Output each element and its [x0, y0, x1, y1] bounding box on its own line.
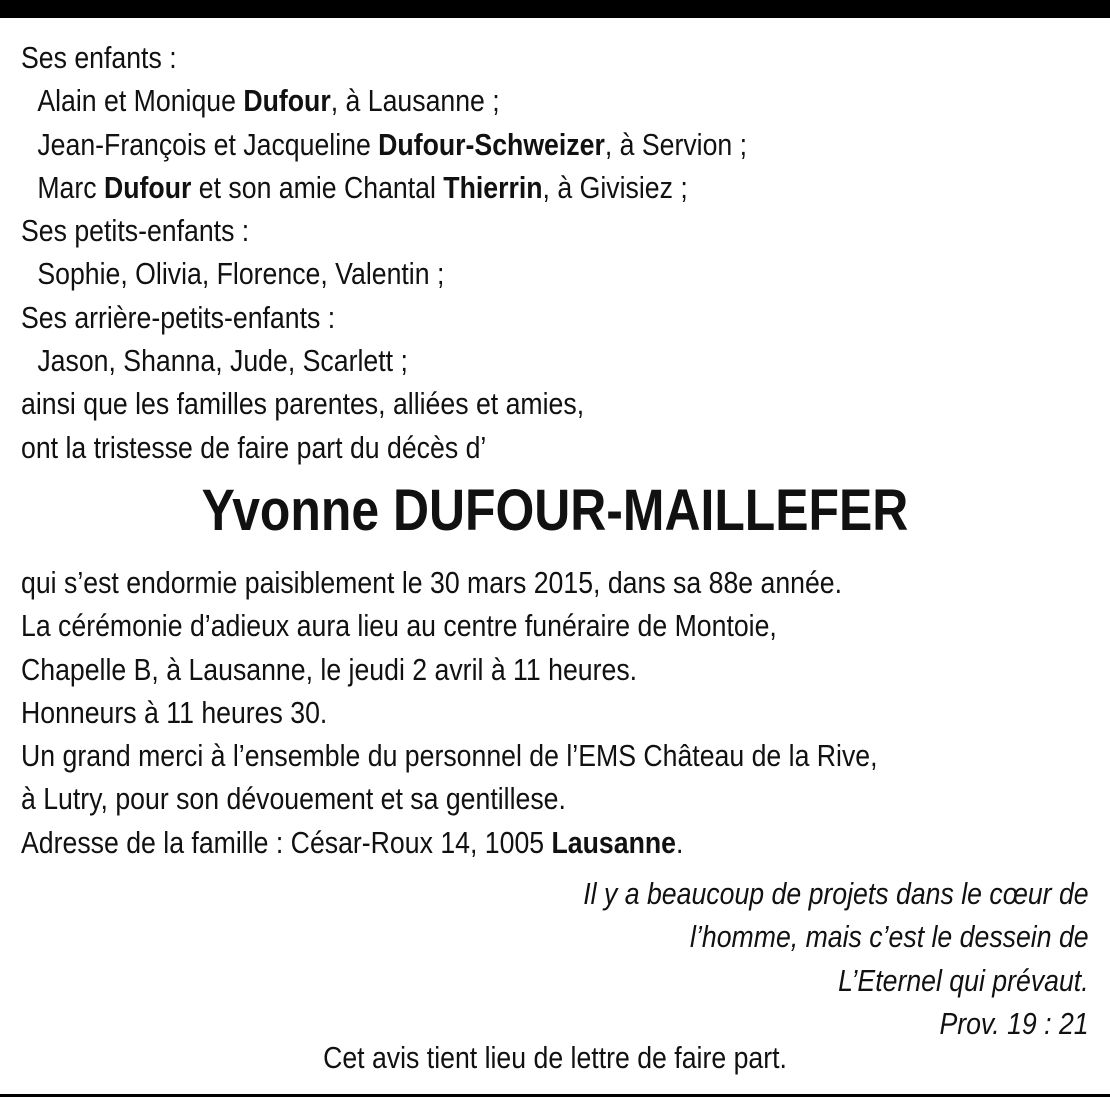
- bottom-border-rule: [0, 1094, 1110, 1097]
- top-border-bar: [0, 0, 1110, 18]
- ceremony-time-line: Chapelle B, à Lausanne, le jeudi 2 avril à 11 heures.: [21, 651, 638, 687]
- grandchildren-label: Ses petits-enfants :: [21, 213, 250, 249]
- family-address: [21, 821, 941, 864]
- grandchildren-names: Sophie, Olivia, Florence, Valentin ;: [37, 256, 445, 292]
- quote-line: L’Eternel qui prévaut.: [838, 962, 1089, 998]
- quote-line: l’homme, mais c’est le dessein de: [690, 919, 1089, 955]
- address-text: Adresse de la famille : César-Roux 14, 1005: [21, 824, 552, 860]
- child-location: , à Lausanne ;: [330, 83, 500, 119]
- child-location: , à Givisiez ;: [542, 169, 688, 205]
- ceremony-line: La cérémonie d’adieux aura lieu au centre funéraire de Montoie,: [21, 608, 777, 644]
- relatives-line: ainsi que les familles parentes, alliées et amies,: [21, 386, 585, 422]
- ceremony-details: [21, 561, 1091, 864]
- announcement-line: ont la tristesse de faire part du décès d’: [21, 429, 487, 465]
- child-surname: Dufour: [243, 83, 331, 119]
- child-first-names: Jean-François et Jacqueline: [37, 126, 379, 162]
- passing-line: qui s’est endormie paisiblement le 30 mars 2015, dans sa 88e année.: [21, 565, 843, 600]
- honours-line: Honneurs à 11 heures 30.: [21, 694, 328, 730]
- partner-text: et son amie Chantal: [191, 169, 444, 205]
- partner-surname: Thierrin: [443, 169, 543, 205]
- scripture-quote: [501, 872, 1089, 1045]
- child-surname: Dufour-Schweizer: [378, 126, 605, 162]
- address-city: Lausanne: [551, 824, 676, 860]
- closing-text: Cet avis tient lieu de lettre de faire part.: [323, 1040, 787, 1075]
- child-entry: [21, 166, 941, 209]
- deceased-name: Yvonne DUFOUR-MAILLEFER: [201, 478, 909, 543]
- closing-note: [0, 1036, 1110, 1079]
- great-grandchildren-label: Ses arrière-petits-enfants :: [21, 299, 336, 335]
- child-first-names: Alain et Monique: [37, 83, 244, 119]
- address-end: .: [675, 824, 684, 860]
- thanks-line-cont: à Lutry, pour son dévouement et sa gentillese.: [21, 781, 566, 817]
- quote-reference: Prov. 19 : 21: [939, 1005, 1089, 1041]
- child-surname: Dufour: [103, 169, 192, 205]
- child-location: , à Servion ;: [604, 126, 748, 162]
- child-first-names: Marc: [37, 169, 104, 205]
- children-label: Ses enfants :: [21, 40, 177, 75]
- great-grandchildren-names: Jason, Shanna, Jude, Scarlett ;: [37, 343, 408, 379]
- thanks-line: Un grand merci à l’ensemble du personnel de l’EMS Château de la Rive,: [21, 738, 878, 774]
- family-section: [21, 36, 1091, 469]
- child-entry: [21, 123, 941, 166]
- child-entry: [21, 79, 941, 122]
- quote-line: Il y a beaucoup de projets dans le cœur de: [583, 876, 1089, 911]
